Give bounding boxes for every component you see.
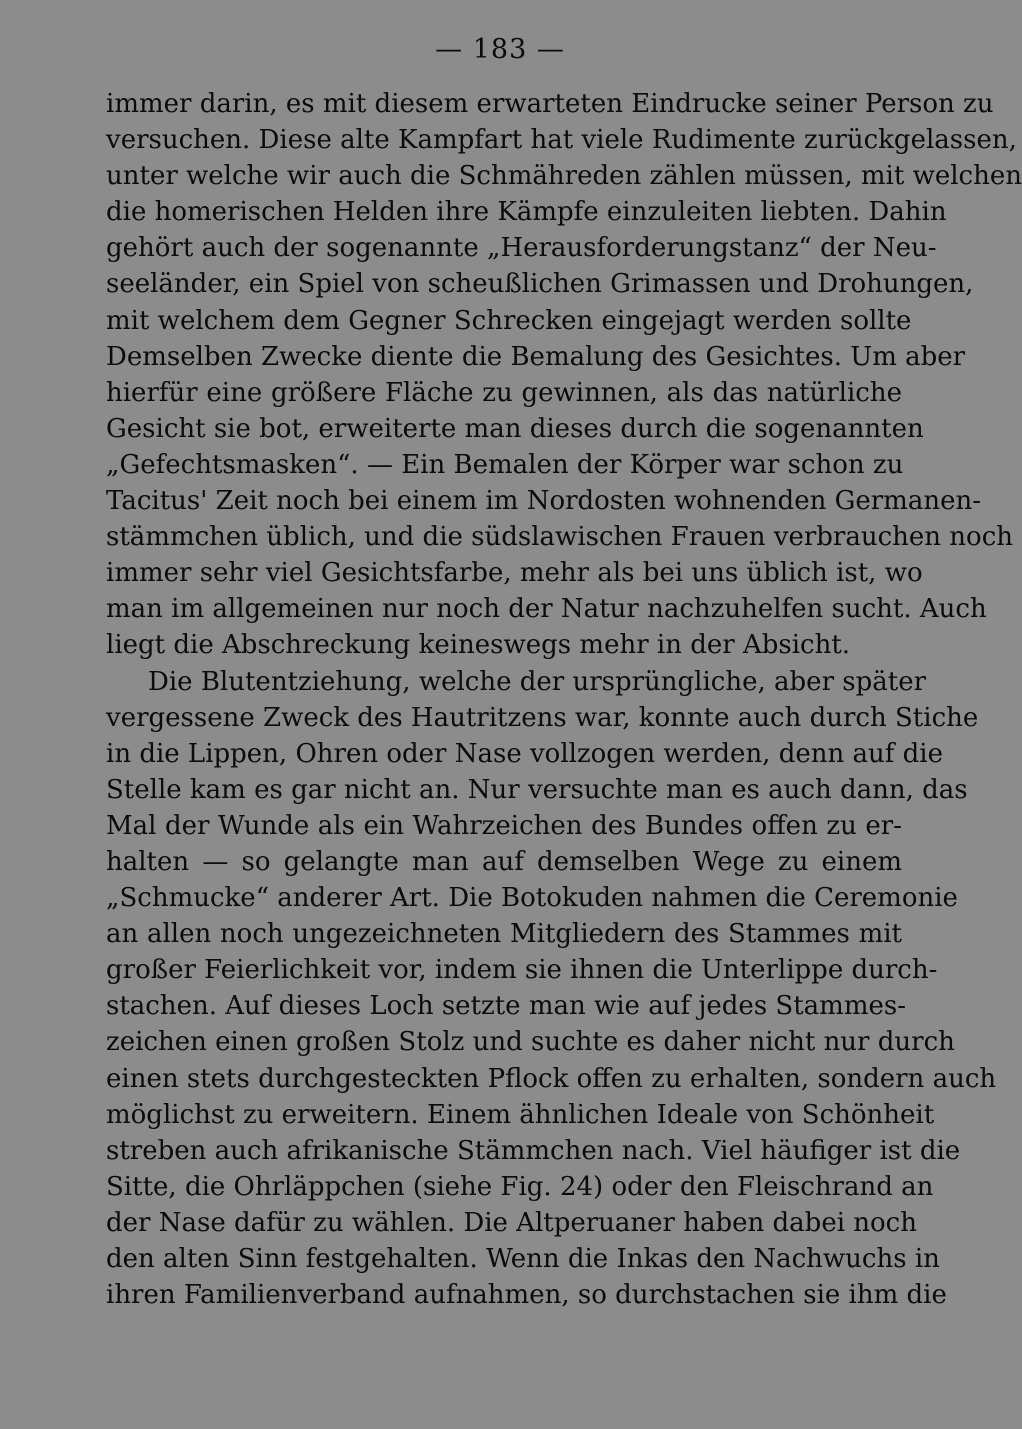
text-line: der Nase dafür zu wählen. Die Altperuaner haben dabei noch	[106, 1207, 917, 1238]
text-line: möglichst zu erweitern. Einem ähnlichen Ideale von Schönheit	[106, 1099, 935, 1130]
text-line: immer sehr viel Gesichtsfarbe, mehr als bei uns üblich ist, wo	[106, 558, 923, 589]
text-line: unter welche wir auch die Schmähreden zählen müssen, mit welchen	[106, 161, 1022, 192]
text-line: „Gefechtsmasken“. — Ein Bemalen der Körper war schon zu	[106, 449, 904, 480]
text-line: einen stets durchgesteckten Pflock offen zu erhalten, sondern auch	[106, 1063, 997, 1094]
text-line: vergessene Zweck des Hautritzens war, konnte auch durch Stiche	[106, 702, 979, 733]
paragraph-first-line: Die Blutentziehung, welche der ursprüngliche, aber später	[148, 666, 927, 697]
text-line: hierfür eine größere Fläche zu gewinnen, als das natürliche	[106, 377, 902, 408]
text-line: halten — so gelangte man auf demselben Wege zu einem	[106, 846, 902, 877]
text-line: die homerischen Helden ihre Kämpfe einzuleiten liebten. Dahin	[106, 197, 947, 228]
page-number: — 183 —	[435, 34, 565, 65]
text-line: stämmchen üblich, und die südslawischen Frauen verbrauchen noch	[106, 522, 1014, 553]
text-line: Stelle kam es gar nicht an. Nur versuchte man es auch dann, das	[106, 774, 968, 805]
text-line: stachen. Auf dieses Loch setzte man wie auf jedes Stammes-	[106, 991, 907, 1022]
text-line: Gesicht sie bot, erweiterte man dieses durch die sogenannten	[106, 413, 924, 444]
body-text	[106, 86, 1022, 1313]
text-line: großer Feierlichkeit vor, indem sie ihnen die Unterlippe durch-	[106, 955, 938, 986]
text-line: Tacitus' Zeit noch bei einem im Nordosten wohnenden Germanen-	[106, 486, 981, 517]
text-line: Sitte, die Ohrläppchen (siehe Fig. 24) oder den Fleischrand an	[106, 1171, 934, 1202]
text-line: Demselben Zwecke diente die Bemalung des Gesichtes. Um aber	[106, 341, 966, 372]
text-line: gehört auch der sogenannte „Herausforderungstanz“ der Neu-	[106, 233, 937, 264]
text-line: versuchen. Diese alte Kampfart hat viele Rudimente zurückgelassen,	[106, 125, 1017, 156]
text-line: seeländer, ein Spiel von scheußlichen Grimassen und Drohungen,	[106, 269, 974, 300]
text-line: zeichen einen großen Stolz und suchte es daher nicht nur durch	[106, 1027, 955, 1058]
text-line: Mal der Wunde als ein Wahrzeichen des Bundes offen zu er-	[106, 810, 902, 841]
text-line: in die Lippen, Ohren oder Nase vollzogen werden, denn auf die	[106, 738, 943, 769]
text-line: mit welchem dem Gegner Schrecken eingejagt werden sollte	[106, 305, 912, 336]
text-line: immer darin, es mit diesem erwarteten Eindrucke seiner Person zu	[106, 89, 994, 119]
text-line: ihren Familienverband aufnahmen, so durchstachen sie ihm die	[106, 1280, 947, 1311]
text-line: an allen noch ungezeichneten Mitgliedern des Stammes mit	[106, 919, 902, 950]
text-line: den alten Sinn festgehalten. Wenn die Inkas den Nachwuchs in	[106, 1244, 940, 1274]
paragraph-last-line: liegt die Abschreckung keineswegs mehr in der Absicht.	[106, 630, 851, 661]
text-line: „Schmucke“ anderer Art. Die Botokuden nahmen die Ceremonie	[106, 883, 958, 914]
text-line: man im allgemeinen nur noch der Natur nachzuhelfen sucht. Auch	[106, 594, 987, 625]
text-line: streben auch afrikanische Stämmchen nach. Viel häufiger ist die	[106, 1135, 961, 1166]
